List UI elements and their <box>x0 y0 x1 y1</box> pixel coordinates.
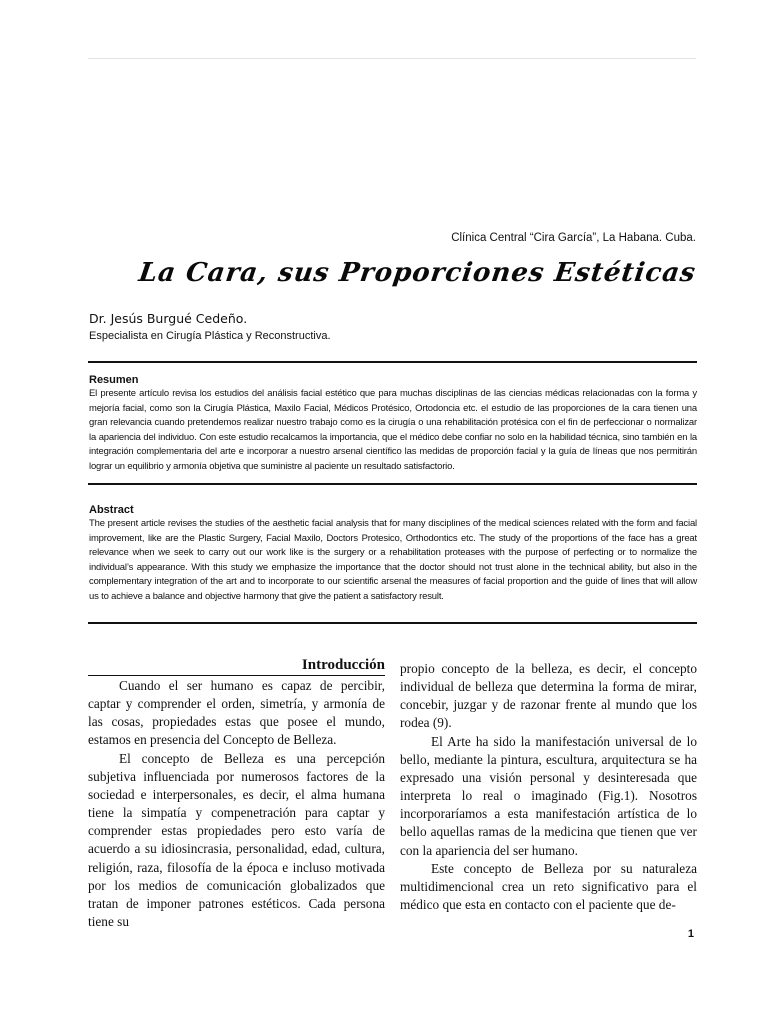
paragraph: Este concepto de Belleza por su naturaleza multidimencional crea un reto significativo para el médico que esta en contacto con el paciente que de- <box>400 860 697 913</box>
abstract-body: The present article revises the studies of the aesthetic facial analysis that for many disciplines of the medical sciences related with the form and facial improvement, like are the Plastic Surgery, Facial Maxilo, Doctors Protesico, Orthodontics etc. The study of the proportions of the face has a great relevance when we seek to carry out our work like is the surgery or a rehabilitation proteases with the purpose of perfecting or to normalize the individual’s appearance. With this study we emphasize the importance that the doctor should not trust alone in the technical ability, but also in the complementary integration of the art and to incorporate to our scientific arsenal the measures of facial proportion and the guide of lines that will allow us to achieve a balance and objective harmony that give the patient a satisfactory result. <box>89 518 697 602</box>
resumen-body: El presente artículo revisa los estudios del análisis facial estético que para muchas disciplinas de las ciencias médicas relacionadas con la forma y mejoría facial, como son la Cirugía Plástica, Maxilo Facial, Médicos Protésico, Ortodoncia etc. el estudio de las proporciones de la cara tienen una gran relevancia cuando pretendemos realizar nuestro trabajo como es la cirugía o una rehabilitación protésica con el fin de perfeccionar o normalizar la apariencia del individuo. Con este estudio recalcamos la importancia, que el médico debe confiar no solo en la habilidad técnica, sino también en la integración complementaria del arte e incorporar a nuestro arsenal científico las medidas de proporción facial y la guía de líneas que nos permitirán lograr un equilibrio y armonía objetiva que suministre al paciente un resultado satisfactorio. <box>89 388 697 472</box>
paragraph: propio concepto de la belleza, es decir, el concepto individual de belleza que determina la forma de mirar, concebir, juzgar y de razonar frente al mundo que los rodea (9). <box>400 661 697 731</box>
paragraph: El concepto de Belleza es una percepción subjetiva influenciada por numerosos factores de la sociedad e interpersonales, es decir, el alma humana tiene la simpatía y compenetración para captar y comprender estas propiedades pero esto varía de acuerdo a su idiosincrasia, personalidad, edad, cultura, religión, raza, filosofía de la época e incluso motivada por los medios de comunicación globalizados que tratan de imponer patrones estéticos. Cada persona tiene su <box>88 750 385 930</box>
abstract-heading: Abstract <box>89 504 134 516</box>
body-column-left <box>88 656 385 931</box>
article-title: La Cara, sus Proporciones Estéticas <box>137 258 699 288</box>
author-specialty: Especialista en Cirugía Plástica y Reconstructiva. <box>89 330 331 342</box>
page-number: 1 <box>687 928 694 940</box>
abstract-section <box>89 504 697 605</box>
section-divider <box>88 622 697 624</box>
section-divider <box>88 483 697 485</box>
resumen-heading: Resumen <box>89 374 139 386</box>
paragraph: El Arte ha sido la manifestación universal de lo bello, mediante la pintura, escultura, arquitectura se ha expresado una visión personal y desinteresada que interpreta lo real o imaginado (Fig.1). Nosotros incorporaríamos a esta manifestación artística de lo bello aquellas ramas de la medicina que tienen que ver con la apariencia del ser humano. <box>400 733 697 858</box>
resumen-section <box>89 374 697 475</box>
paragraph: Cuando el ser humano es capaz de percibir, captar y comprender el orden, simetría, y armonía de las cosas, propiedades estas que posee el mundo, estamos en presencia del Concepto de Belleza. <box>88 678 385 748</box>
affiliation: Clínica Central “Cira García”, La Habana. Cuba. <box>451 232 696 244</box>
author-name: Dr. Jesús Burgué Cedeño. <box>89 311 248 326</box>
introduction-heading: Introducción <box>88 656 385 676</box>
top-divider <box>88 58 696 59</box>
section-divider <box>88 361 697 363</box>
body-column-right <box>400 660 697 914</box>
